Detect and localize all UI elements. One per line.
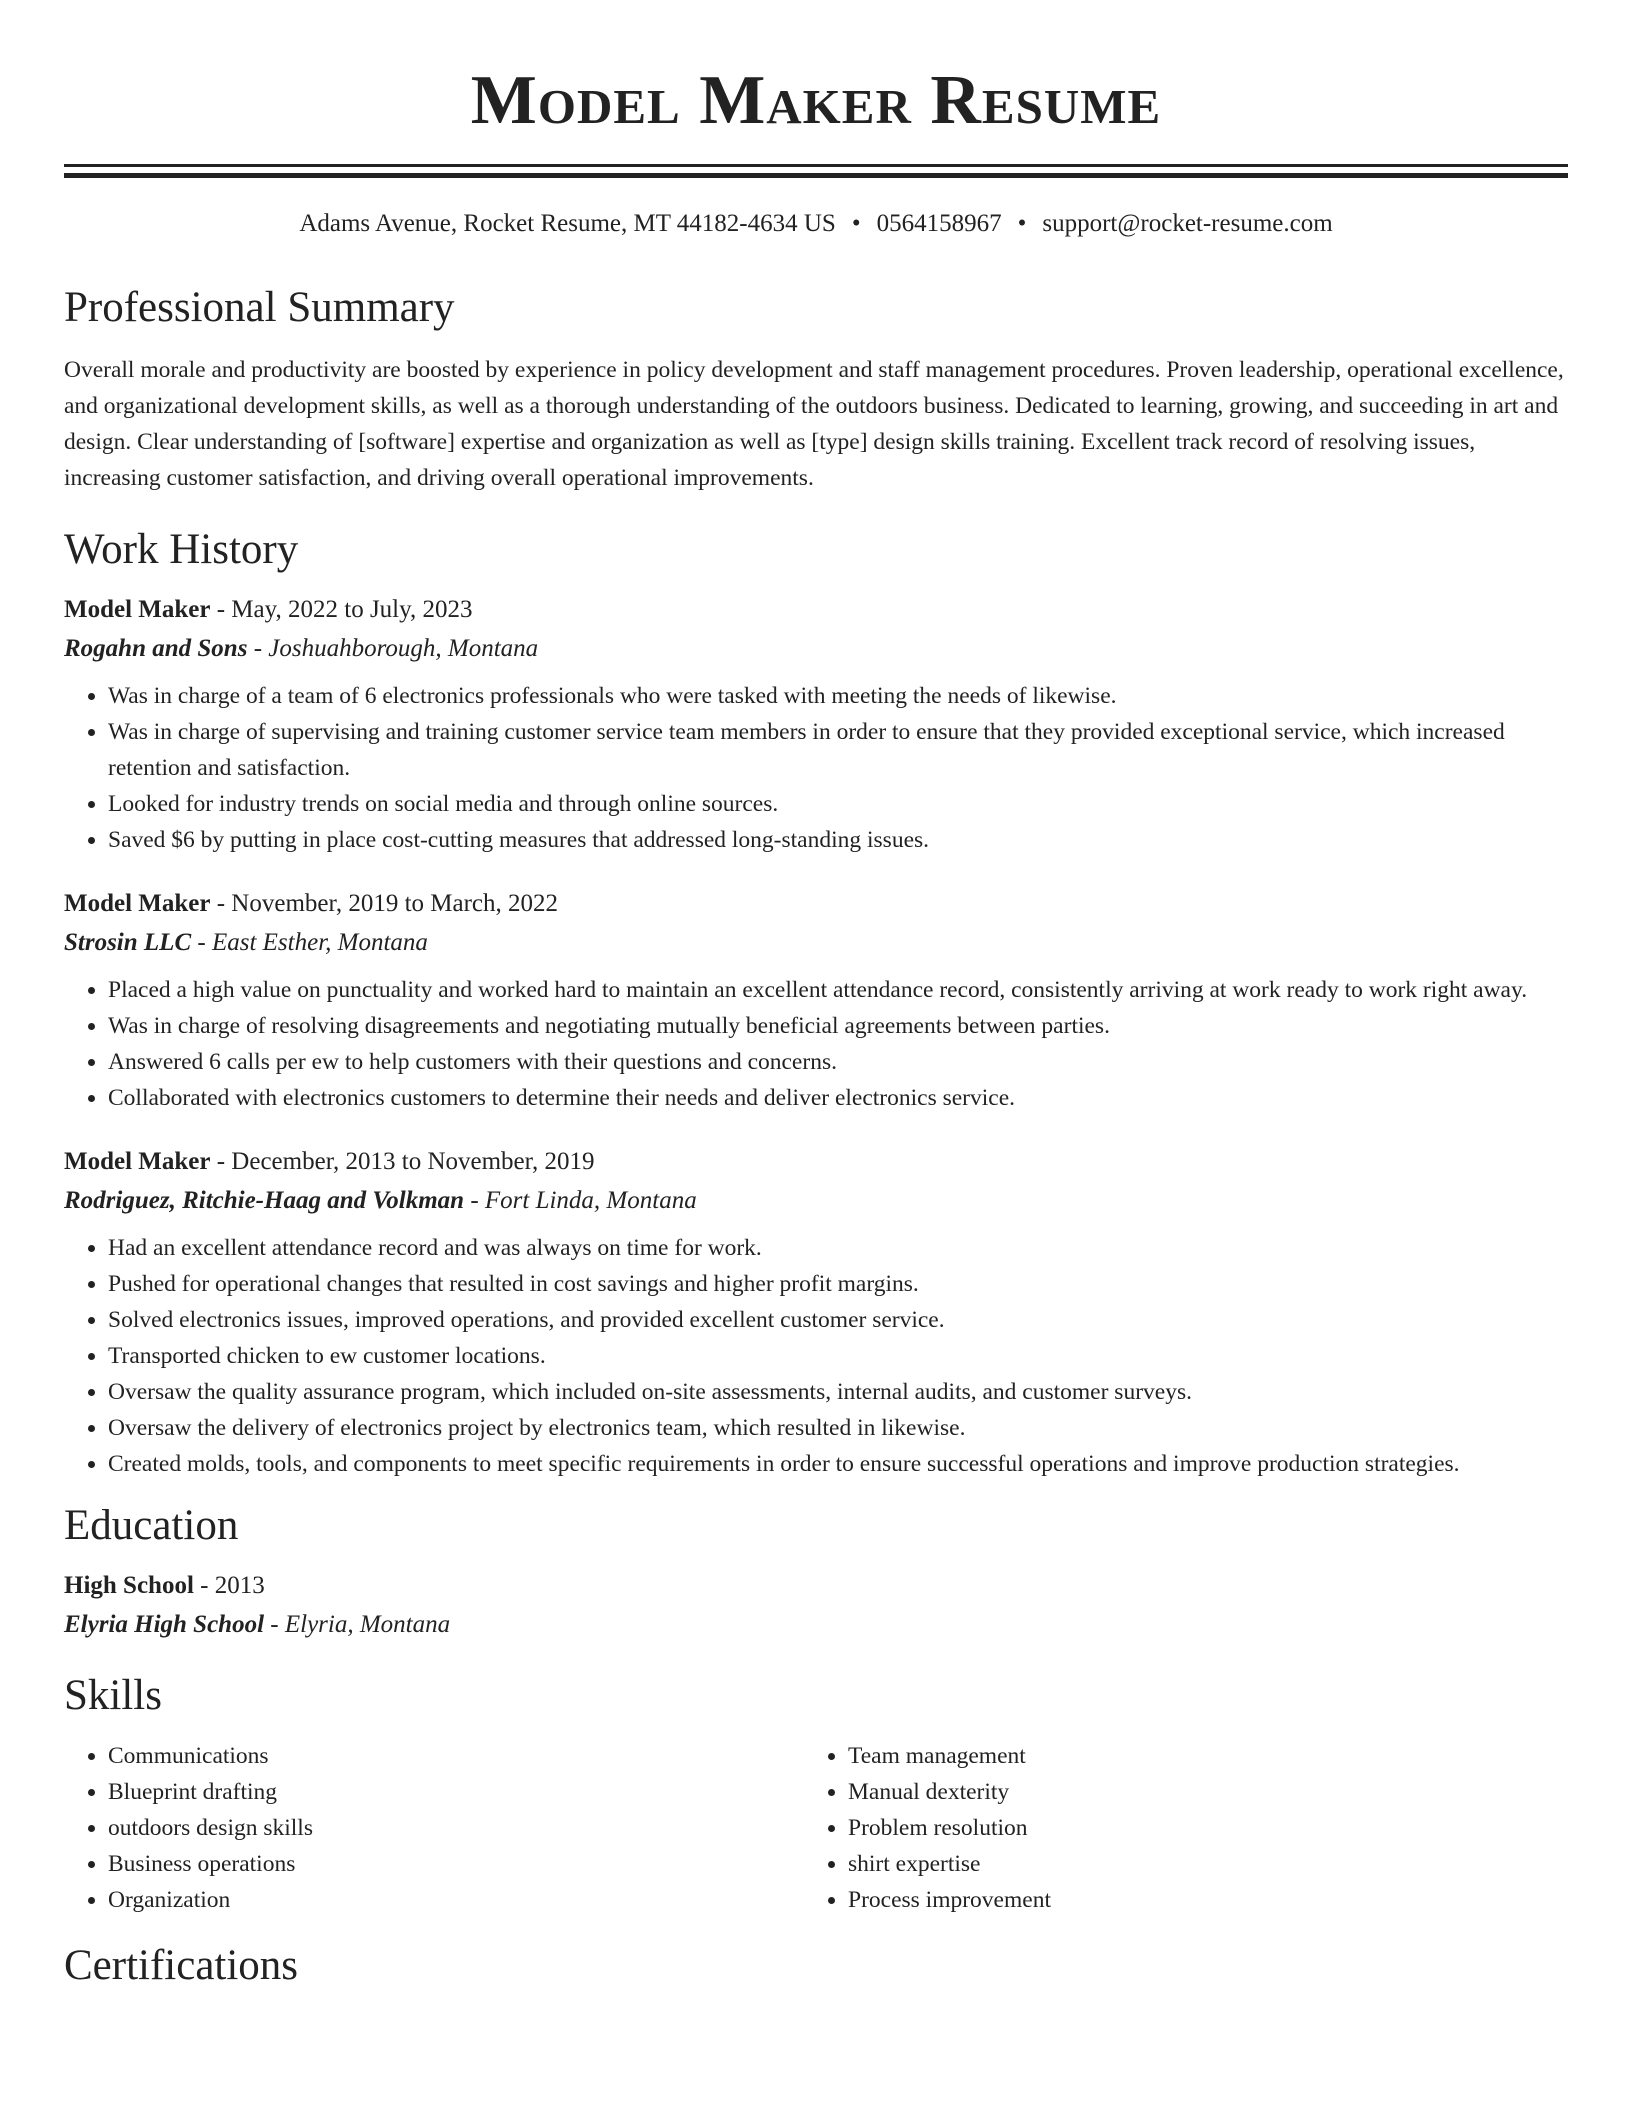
job-bullet: • Was in charge of supervising and training customer service team members in order to ensure that they provided exceptional service, which increased retention and satisfaction. (108, 714, 1568, 786)
section-heading-summary: Professional Summary (64, 284, 455, 331)
contact-separator: • (851, 210, 861, 237)
education-entry (64, 1566, 1568, 1644)
job-dates: - November, 2019 to March, 2022 (210, 890, 559, 917)
summary-text: Overall morale and productivity are boosted by experience in policy development and staff management procedures. Proven leadership, operational excellence, and organizational development skills, as well as a thorough understanding of the outdoors business. Dedicated to learning, growing, and succeeding in art and design. Clear understanding of [software] expertise and organization as well as [type] design skills training. Excellent track record of resolving issues, increasing customer satisfaction, and driving overall operational improvements. (64, 357, 1564, 491)
job-bullet: • Oversaw the delivery of electronics project by electronics team, which resulted in likewise. (108, 1410, 1568, 1446)
job-bullet: • Had an excellent attendance record and was always on time for work. (108, 1230, 1568, 1266)
job-bullet: • Was in charge of a team of 6 electronics professionals who were tasked with meeting the needs of likewise. (108, 678, 1568, 714)
skills-column-left (64, 1724, 804, 1918)
education-section (64, 1498, 1568, 1644)
job-bullet: • Collaborated with electronics customers to determine their needs and deliver electronics service. (108, 1080, 1568, 1116)
skills-columns (64, 1724, 1568, 1918)
job-bullet: • Pushed for operational changes that resulted in cost savings and higher profit margins. (108, 1266, 1568, 1302)
contact-phone: 0564158967 (876, 210, 1002, 237)
section-heading-work-history: Work History (64, 526, 299, 573)
degree: High School (64, 1572, 194, 1599)
certifications-section (64, 1938, 1568, 1994)
job-bullet: • Oversaw the quality assurance program, which included on-site assessments, internal audits, and customer surveys. (108, 1374, 1568, 1410)
job-title-line (64, 1142, 1568, 1181)
school-line (64, 1605, 1568, 1644)
job-dates: - December, 2013 to November, 2019 (210, 1148, 595, 1175)
job-bullet: • Placed a high value on punctuality and worked hard to maintain an excellent attendance record, consistently arriving at work ready to work right away. (108, 972, 1568, 1008)
job-bullets (64, 1230, 1568, 1482)
job-title-line (64, 884, 1568, 923)
job-bullet: • Saved $6 by putting in place cost-cutting measures that addressed long-standing issues. (108, 822, 1568, 858)
company-line (64, 923, 1568, 962)
job-bullet: • Looked for industry trends on social media and through online sources. (108, 786, 1568, 822)
job-bullet: • Transported chicken to ew customer locations. (108, 1338, 1568, 1374)
skill-item: • Problem resolution (848, 1810, 1544, 1846)
work-history-section (64, 522, 1568, 1482)
skill-item: • shirt expertise (848, 1846, 1544, 1882)
job-bullets (64, 678, 1568, 858)
contact-line (64, 208, 1568, 240)
company-line (64, 1181, 1568, 1220)
job-title: Model Maker (64, 596, 211, 623)
skills-section (64, 1668, 1568, 1918)
company-location: - Joshuahborough, Montana (247, 635, 539, 662)
job-bullet: • Solved electronics issues, improved operations, and provided excellent customer service. (108, 1302, 1568, 1338)
summary-section (64, 280, 1568, 496)
section-heading-certifications: Certifications (64, 1942, 299, 1989)
section-heading-skills: Skills (64, 1672, 162, 1719)
skills-column-right (804, 1724, 1544, 1918)
job-entry (64, 590, 1568, 858)
skills-list (804, 1738, 1544, 1918)
skill-item: • Team management (848, 1738, 1544, 1774)
skill-item: • Process improvement (848, 1882, 1544, 1918)
job-bullets (64, 972, 1568, 1116)
school-location: - Elyria, Montana (264, 1611, 451, 1638)
job-entry (64, 1142, 1568, 1482)
job-bullet: • Was in charge of resolving disagreements and negotiating mutually beneficial agreements between parties. (108, 1008, 1568, 1044)
contact-separator: • (1017, 210, 1027, 237)
job-title-line (64, 590, 1568, 629)
job-bullet: • Created molds, tools, and components to meet specific requirements in order to ensure successful operations and improve production strategies. (108, 1446, 1568, 1482)
skill-item: • Manual dexterity (848, 1774, 1544, 1810)
job-title: Model Maker (64, 1148, 211, 1175)
company-name: Rodriguez, Ritchie-Haag and Volkman (64, 1187, 465, 1214)
company-name: Strosin LLC (64, 929, 192, 956)
skill-item: • Blueprint drafting (108, 1774, 804, 1810)
skills-list (64, 1738, 804, 1918)
skill-item: • Communications (108, 1738, 804, 1774)
job-bullet: • Answered 6 calls per ew to help customers with their questions and concerns. (108, 1044, 1568, 1080)
company-line (64, 629, 1568, 668)
education-year: - 2013 (193, 1572, 265, 1599)
skill-item: • Business operations (108, 1846, 804, 1882)
company-location: - Fort Linda, Montana (464, 1187, 697, 1214)
job-title: Model Maker (64, 890, 211, 917)
degree-line (64, 1566, 1568, 1605)
job-entry (64, 884, 1568, 1116)
job-dates: - May, 2022 to July, 2023 (210, 596, 473, 623)
school-name: Elyria High School (64, 1611, 265, 1638)
company-location: - East Esther, Montana (191, 929, 428, 956)
contact-address: Adams Avenue, Rocket Resume, MT 44182-4634 US (299, 210, 836, 237)
resume-title: Model Maker Resume (470, 62, 1162, 139)
skill-item: • Organization (108, 1882, 804, 1918)
title-divider (64, 164, 1568, 178)
contact-email[interactable]: support@rocket-resume.com (1042, 210, 1333, 237)
company-name: Rogahn and Sons (64, 635, 248, 662)
section-heading-education: Education (64, 1502, 239, 1549)
skill-item: • outdoors design skills (108, 1810, 804, 1846)
